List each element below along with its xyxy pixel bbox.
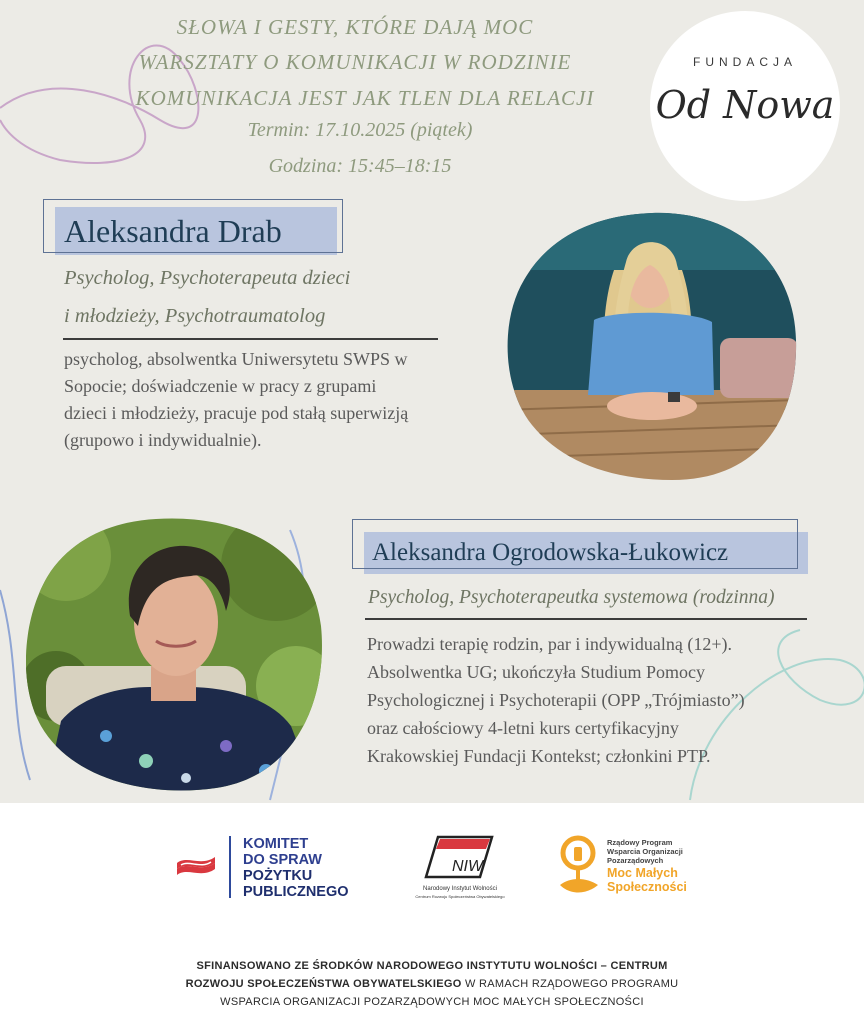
komitet-divider [229,836,231,898]
person2-desc-line: Prowadzi terapię rodzin, par i indywidualną (12+). [367,634,733,654]
person2-name-outline [352,519,798,569]
fundacja-logo [650,11,840,201]
komitet-line: KOMITET [243,836,309,852]
mms-program-label [607,838,683,865]
niw-logo-text: NIW [452,858,484,875]
person1-desc-line: dzieci i młodzieży, pracuje pod stałą superwizją [64,403,409,423]
person1-desc-line: psycholog, absolwentka Uniwersytetu SWPS w [64,349,408,369]
mms-title [607,866,687,894]
funding-line-2 [130,975,734,993]
niw-logo [416,833,496,883]
person1-role-1: Psycholog, Psychoterapeuta dzieci [64,267,351,289]
person2-description [367,630,837,770]
person2-desc-line: Absolwentka UG; ukończyła Studium Pomocy [367,662,705,682]
funding-line-2-rest: W RAMACH RZĄDOWEGO PROGRAMU [461,978,679,990]
person1-role-2: i młodzieży, Psychotraumatolog [64,305,326,327]
komitet-logo-text [243,836,349,900]
person1-name-outline [43,199,343,253]
funding-line-1: SFINANSOWANO ZE ŚRODKÓW NARODOWEGO INSTYTUTU WOLNOŚCI – CENTRUM [196,960,668,972]
title-line-3: KOMUNIKACJA JEST JAK TLEN DLA RELACJI [135,86,595,110]
logo-script: Od Nowa [655,83,835,127]
komitet-line: DO SPRAW [243,852,322,868]
komitet-line: POŻYTKU [243,868,313,884]
person2-photo [26,516,323,791]
mms-big-line: Społeczności [607,880,687,894]
event-date: Termin: 17.10.2025 (piątek) [247,119,473,141]
mms-small-line: Wsparcia Organizacji [607,847,683,856]
person2-role: Psycholog, Psychoterapeutka systemowa (rodzinna) [368,587,775,608]
person1-desc-line: (grupowo i indywidualnie). [64,430,262,450]
person1-name: Aleksandra Drab [55,207,337,255]
moc-malych-spolecznosci-icon [556,833,604,901]
person2-rule [365,618,807,620]
mms-small-line: Pozarządowych [607,856,664,865]
funding-line-3: WSPARCIA ORGANIZACJI POZARZĄDOWYCH MOC MAŁYCH SPOŁECZNOŚCI [220,996,644,1008]
person1-desc-line: Sopocie; doświadczenie w pracy z grupami [64,376,377,396]
funding-statement [130,957,734,1011]
niw-caption [410,886,510,900]
person2-desc-line: Psychologicznej i Psychoterapii (OPP „Trójmiasto”) [367,690,745,710]
mms-small-line: Rządowy Program [607,838,673,847]
polish-flag-icon [175,853,217,877]
person2-desc-line: Krakowskiej Fundacji Kontekst; członkini PTP. [367,746,711,766]
niw-subcaption: Centrum Rozwoju Społeczeństwa Obywatelskiego [415,894,505,899]
person2-desc-line: oraz całościowy 4-letni kurs certyfikacyjny [367,718,679,738]
person1-description [64,346,494,454]
komitet-line: PUBLICZNEGO [243,884,349,900]
logo-title: FUNDACJA [692,55,797,69]
person1-photo [502,210,798,482]
event-time: Godzina: 15:45–18:15 [268,155,452,177]
person1-rule [63,338,438,340]
person2-name: Aleksandra Ogrodowska-Łukowicz [364,532,808,574]
mms-big-line: Moc Małych [607,866,678,880]
title-line-1: SŁOWA I GESTY, KTÓRE DAJĄ MOC [176,15,534,39]
funding-line-2-bold: ROZWOJU SPOŁECZEŃSTWA OBYWATELSKIEGO [185,978,462,990]
title-line-2: WARSZTATY O KOMUNIKACJI W RODZINIE [138,50,572,74]
niw-caption-line: Narodowy Instytut Wolności [423,886,497,892]
